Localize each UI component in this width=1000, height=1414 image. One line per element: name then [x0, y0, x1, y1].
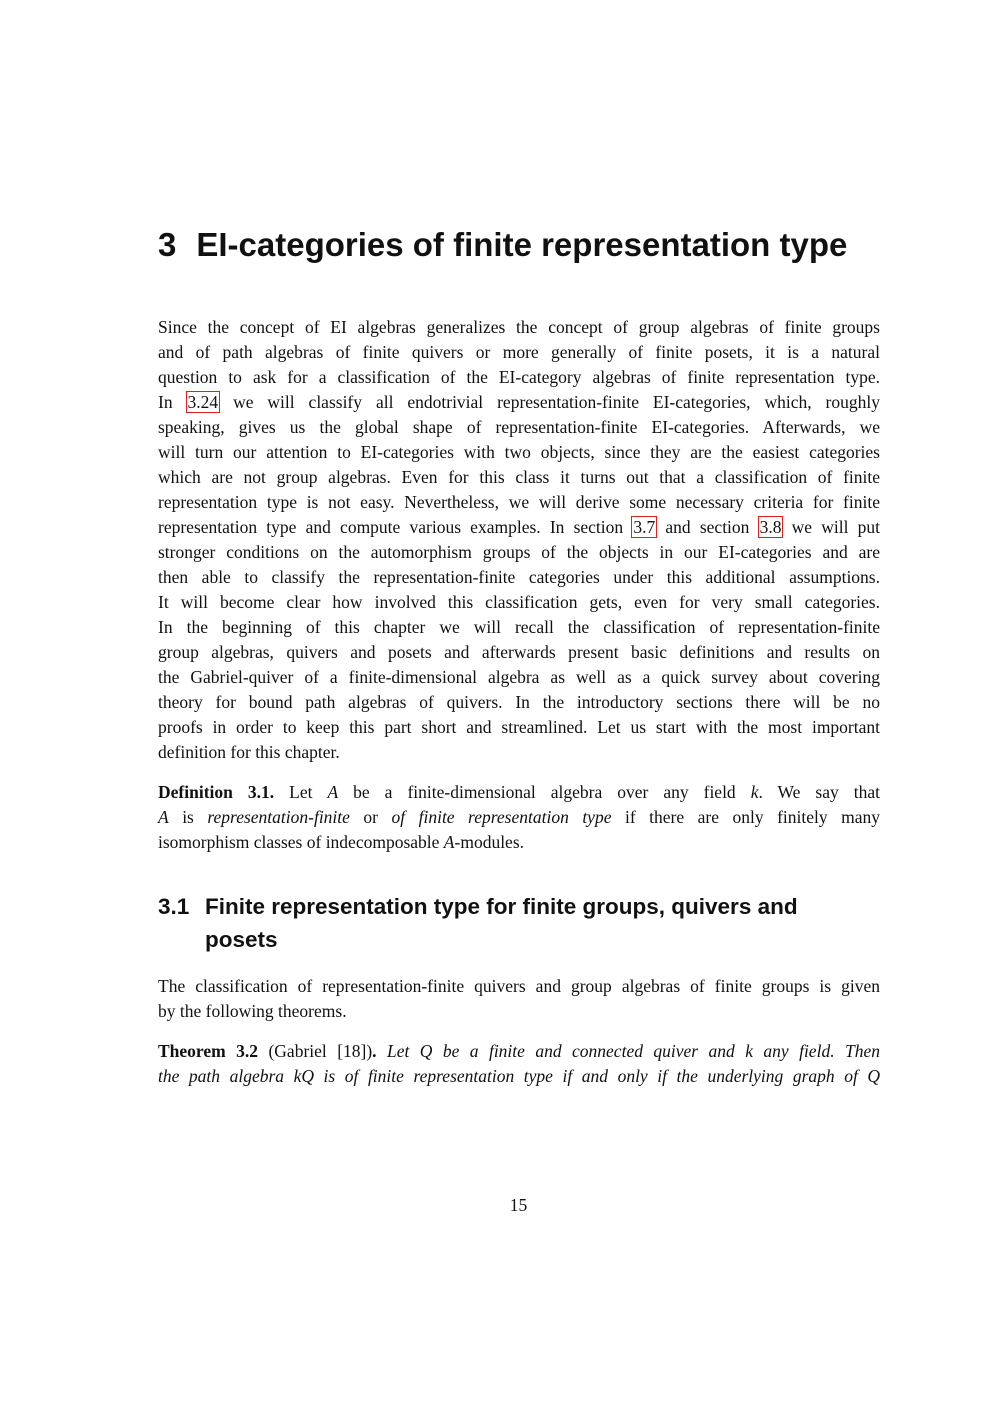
text-segment: we will put — [782, 517, 880, 537]
text-line — [158, 780, 880, 805]
text-line — [158, 365, 880, 390]
text-segment: we will classify all endotrivial representation-finite EI-categories, which, roughly — [219, 392, 880, 412]
italic-text: representation-finite — [207, 807, 350, 827]
italic-text: A — [327, 782, 339, 802]
text-segment: then able to classify the representation-finite categories under this additional assumptions. — [158, 567, 880, 587]
text-line — [158, 999, 880, 1024]
text-segment: (Gabriel [18]) — [258, 1041, 373, 1061]
bold-label: Definition 3.1. — [158, 782, 275, 802]
theorem-3-2 — [158, 1039, 880, 1089]
text-line — [158, 315, 880, 340]
text-segment: stronger conditions on the automorphism groups of the objects in our EI-categories and are — [158, 542, 880, 562]
text-segment: and of path algebras of finite quivers or more generally of finite posets, it is a natural — [158, 342, 880, 362]
intro-paragraph — [158, 315, 880, 765]
text-segment: the Gabriel-quiver of a finite-dimensional algebra as well as a quick survey about covering — [158, 667, 880, 687]
section-title-line2: posets — [205, 927, 278, 952]
text-line — [158, 1039, 880, 1064]
text-line — [158, 565, 880, 590]
section-heading — [158, 890, 798, 956]
bold-label: Theorem 3.2 — [158, 1041, 259, 1061]
text-segment: -modules. — [454, 832, 525, 852]
chapter-number: 3 — [158, 226, 177, 263]
cross-reference-link[interactable]: 3.24 — [187, 392, 219, 412]
text-line — [158, 715, 880, 740]
definition-3-1 — [158, 780, 880, 855]
text-segment: definition for this chapter. — [158, 742, 340, 762]
text-line — [158, 340, 880, 365]
text-segment: theory for bound path algebras of quivers. In the introductory sections there will be no — [158, 692, 880, 712]
text-segment: . We say that — [758, 782, 880, 802]
text-line — [158, 590, 880, 615]
cross-reference-link[interactable]: 3.8 — [759, 517, 782, 537]
text-segment: question to ask for a classification of the EI-category algebras of finite representation type. — [158, 367, 880, 387]
text-segment: Let — [274, 782, 328, 802]
text-line — [158, 415, 880, 440]
text-segment: representation type and compute various examples. In section — [158, 517, 633, 537]
text-segment: representation type is not easy. Nevertheless, we will derive some necessary criteria for finite — [158, 492, 880, 512]
text-segment: In — [158, 392, 187, 412]
text-line — [158, 690, 880, 715]
section-paragraph — [158, 974, 880, 1024]
page-number: 15 — [509, 1195, 528, 1215]
text-segment: is — [168, 807, 208, 827]
bold-label: . — [372, 1041, 377, 1061]
text-segment: isomorphism classes of indecomposable — [158, 832, 444, 852]
text-segment: speaking, gives us the global shape of representation-finite EI-categories. Afterwards, we — [158, 417, 880, 437]
text-segment: The classification of representation-finite quivers and group algebras of finite groups is given — [158, 976, 880, 996]
text-line — [158, 740, 880, 765]
text-line — [158, 540, 880, 565]
text-line — [158, 615, 880, 640]
text-line — [158, 665, 880, 690]
text-line — [158, 1064, 880, 1089]
cross-reference-link[interactable]: 3.7 — [633, 517, 656, 537]
text-segment: by the following theorems. — [158, 1001, 347, 1021]
italic-text: k — [750, 782, 759, 802]
text-line — [158, 805, 880, 830]
text-line — [158, 830, 880, 855]
chapter-title-text: EI-categories of finite representation type — [196, 226, 848, 263]
italic-text: the path algebra kQ is of finite representation type if and only if the underlying graph of Q — [158, 1066, 880, 1086]
text-line — [158, 515, 880, 540]
chapter-title — [158, 226, 847, 264]
italic-text: A — [158, 807, 169, 827]
text-segment: proofs in order to keep this part short and streamlined. Let us start with the most important — [158, 717, 880, 737]
text-segment: be a finite-dimensional algebra over any field — [338, 782, 751, 802]
text-line — [158, 974, 880, 999]
text-segment: if there are only finitely many — [611, 807, 880, 827]
text-line — [158, 640, 880, 665]
text-segment: or — [349, 807, 392, 827]
text-line — [158, 390, 880, 415]
text-segment: In the beginning of this chapter we will recall the classification of representation-finite — [158, 617, 880, 637]
text-line — [158, 465, 880, 490]
text-segment: will turn our attention to EI-categories with two objects, since they are the easiest categories — [158, 442, 880, 462]
italic-text: A — [443, 832, 455, 852]
text-segment: Since the concept of EI algebras generalizes the concept of group algebras of finite groups — [158, 317, 880, 337]
section-number: 3.1 — [158, 894, 190, 919]
text-segment: and section — [656, 517, 759, 537]
text-segment: which are not group algebras. Even for this class it turns out that a classification of finite — [158, 467, 880, 487]
italic-text: of finite representation type — [391, 807, 612, 827]
italic-text: Let Q be a finite and connected quiver and k any field. Then — [376, 1041, 880, 1061]
text-line — [158, 440, 880, 465]
text-line — [158, 490, 880, 515]
section-title-line1: Finite representation type for finite groups, quivers and — [205, 894, 798, 919]
text-segment: group algebras, quivers and posets and afterwards present basic definitions and results on — [158, 642, 880, 662]
text-segment: It will become clear how involved this classification gets, even for very small categories. — [158, 592, 880, 612]
